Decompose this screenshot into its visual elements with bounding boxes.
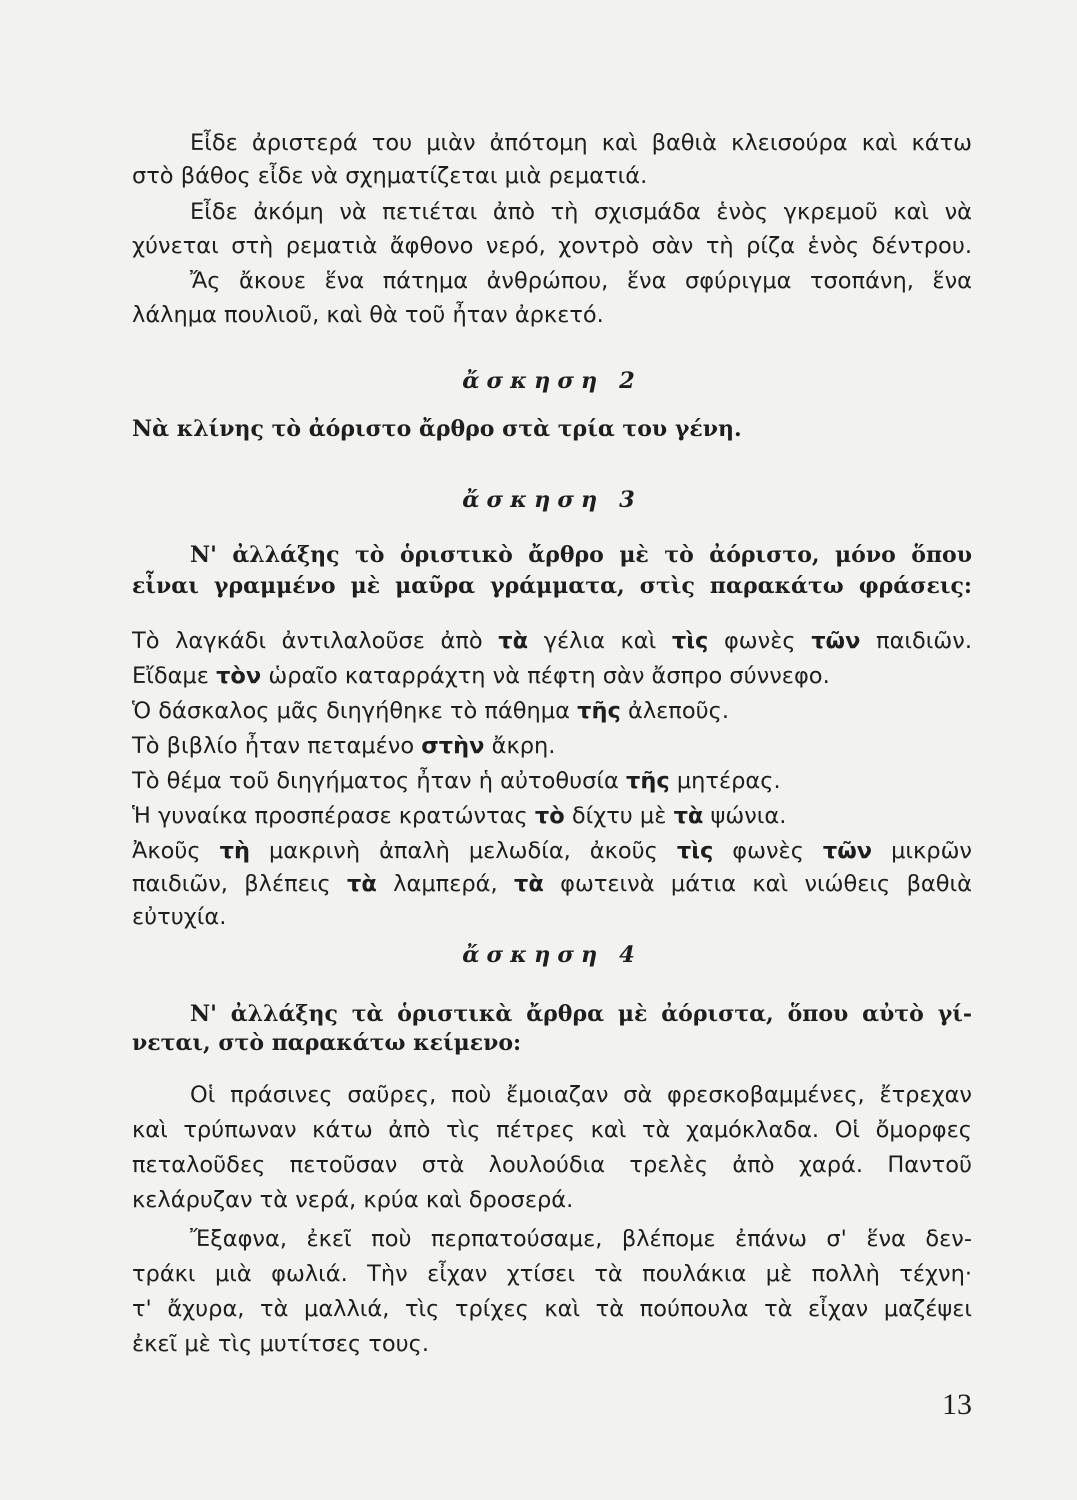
exercise-3-heading: ἄσκηση 3 [462,487,642,513]
text-line: στὸ βάθος εἶδε νὰ σχηματίζεται μιὰ ρεματιά. [132,163,648,189]
text-line: Εἶδε ἀριστερά του μιὰν ἀπότομη καὶ βαθιὰ κλεισούρα καὶ κάτω [190,130,972,156]
text-line: ἐκεῖ μὲ τὶς μυτίτσες τους. [132,1331,430,1357]
text-line: πεταλοῦδες πετοῦσαν στὰ λουλούδια τρελὲς ἀπὸ χαρά. Παντοῦ [132,1152,972,1178]
text-line: κελάρυζαν τὰ νερά, κρύα καὶ δροσερά. [132,1187,574,1213]
text-line: χύνεται στὴ ρεματιὰ ἄφθονο νερό, χοντρὸ σὰν τὴ ρίζα ἑνὸς δέντρου. [132,233,972,259]
page-number: 13 [942,1388,972,1421]
exercise-4-instruction: νεται, στὸ παρακάτω κείμενο: [132,1030,522,1056]
text-line: Οἱ πράσινες σαῦρες, ποὺ ἔμοιαζαν σὰ φρεσκοβαμμένες, ἔτρεχαν [190,1082,972,1108]
exercise-2-heading: ἄσκηση 2 [462,368,642,394]
text-line: Ἄς ἄκουε ἕνα πάτημα ἀνθρώπου, ἕνα σφύριγμα τσοπάνη, ἕνα [190,268,972,294]
sentence: Ὁ δάσκαλος μᾶς διηγήθηκε τὸ πάθημα τῆς ἀλεποῦς. [132,698,729,724]
text-line: Εἶδε ἀκόμη νὰ πετιέται ἀπὸ τὴ σχισμάδα ἑνὸς γκρεμοῦ καὶ νὰ [190,199,972,225]
sentence: Τὸ λαγκάδι ἀντιλαλοῦσε ἀπὸ τὰ γέλια καὶ τὶς φωνὲς τῶν παιδιῶν. [132,628,972,654]
exercise-3-instruction: εἶναι γραμμένο μὲ μαῦρα γράμματα, στὶς παρακάτω φράσεις: [132,573,972,599]
text-line: τ' ἄχυρα, τὰ μαλλιά, τὶς τρίχες καὶ τὰ πούπουλα τὰ εἶχαν μαζέψει [132,1296,972,1322]
sentence: Ἀκοῦς τὴ μακρινὴ ἀπαλὴ μελωδία, ἀκοῦς τὶς φωνὲς τῶν μικρῶν [132,838,972,864]
exercise-2-instruction: Νὰ κλίνης τὸ ἀόριστο ἄρθρο στὰ τρία του γένη. [132,416,742,442]
text-line: Ἔξαφνα, ἐκεῖ ποὺ περπατούσαμε, βλέπομε ἐπάνω σ' ἕνα δεν- [190,1226,972,1252]
text-line: τράκι μιὰ φωλιά. Τὴν εἶχαν χτίσει τὰ πουλάκια μὲ πολλὴ τέχνη· [132,1261,972,1287]
sentence: εὐτυχία. [132,904,227,930]
sentence: Τὸ θέμα τοῦ διηγήματος ἦταν ἡ αὐτοθυσία τῆς μητέρας. [132,768,781,794]
sentence: παιδιῶν, βλέπεις τὰ λαμπερά, τὰ φωτεινὰ μάτια καὶ νιώθεις βαθιὰ [132,871,972,897]
text-line: καὶ τρύπωναν κάτω ἀπὸ τὶς πέτρες καὶ τὰ χαμόκλαδα. Οἱ ὄμορφες [132,1117,972,1143]
sentence: Εἴδαμε τὸν ὡραῖο καταρράχτη νὰ πέφτη σὰν ἄσπρο σύννεφο. [132,663,830,689]
exercise-4-heading: ἄσκηση 4 [462,942,642,968]
exercise-4-instruction: Ν' ἀλλάξης τὰ ὁριστικὰ ἄρθρα μὲ ἀόριστα, ὅπου αὐτὸ γί- [190,1001,972,1027]
sentence: Τὸ βιβλίο ἦταν πεταμένο στὴν ἄκρη. [132,733,556,759]
text-line: λάλημα πουλιοῦ, καὶ θὰ τοῦ ἦταν ἀρκετό. [132,302,604,328]
exercise-3-instruction: Ν' ἀλλάξης τὸ ὁριστικὸ ἄρθρο μὲ τὸ ἀόριστο, μόνο ὅπου [190,542,972,568]
sentence: Ἡ γυναίκα προσπέρασε κρατώντας τὸ δίχτυ μὲ τὰ ψώνια. [132,803,787,829]
